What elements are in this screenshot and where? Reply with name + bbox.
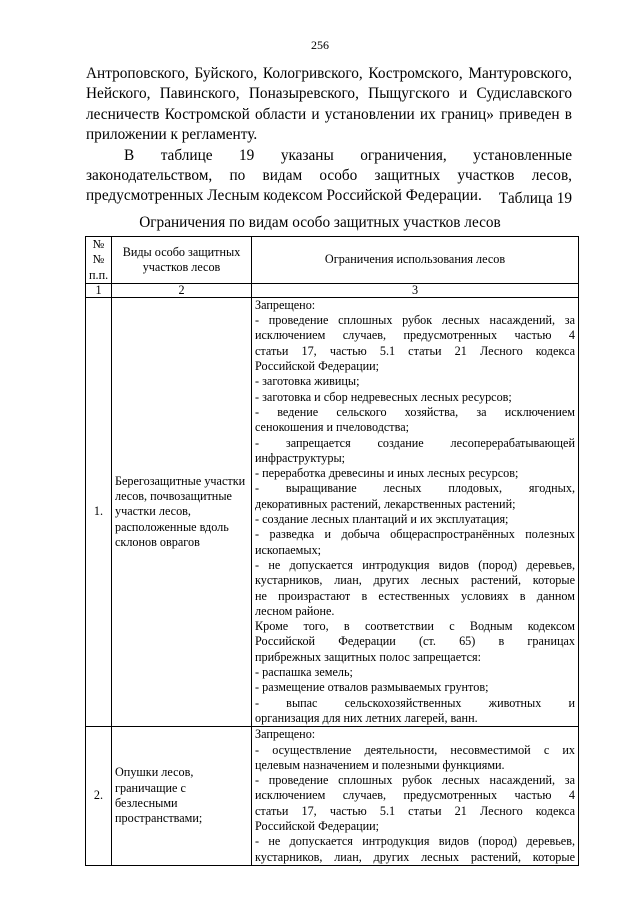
restriction-line: статьи 17, частью 5.1 статьи 21 Лесного кодекса [255, 343, 575, 358]
column-number-row [86, 283, 579, 297]
restriction-line: сенокошения и пчеловодства; [255, 420, 410, 435]
intro-paragraph-2: В таблице 19 указаны ограничения, установленные законодательством, по видам особо защитных участков лесов, предусмотренных Лесным кодексом Российской Федерации. [86, 146, 572, 205]
restriction-line: Российской Федерации; [255, 359, 380, 374]
row-number: 1. [86, 297, 112, 726]
restriction-line: - распашка земель; [255, 665, 353, 680]
restriction-line: Российской Федерации (ст. 65) в границах [255, 634, 575, 649]
intro-text [86, 64, 572, 207]
intro-paragraph-1: Антроповского, Буйского, Кологривского, Костромского, Мантуровского, Нейского, Павинского, Поназыревского, Пыщугского и Судиславского лесничеств Костромской области и установлении их границ» приведен в приложении к регламенту. [86, 65, 572, 144]
zone-type: Опушки лесов, граничащие с безлесными пространствами; [112, 727, 252, 866]
restriction-line: организация для них летних лагерей, ванн. [255, 710, 478, 725]
header-row [86, 237, 579, 284]
header-type: Виды особо защитных участков лесов [112, 237, 252, 284]
restriction-line: исключением случаев, предусмотренных частью 4 [255, 788, 575, 803]
restriction-line: - создание лесных плантаций и их эксплуатация; [255, 512, 509, 527]
restriction-line: - ведение сельского хозяйства, за исключением [255, 404, 575, 419]
restriction-line: Кроме того, в соответствии с Водным кодексом [255, 619, 575, 634]
table-label: Таблица 19 [498, 190, 572, 207]
restriction-line: - размещение отвалов размываемых грунтов; [255, 680, 489, 695]
table-row [86, 297, 579, 726]
restriction-line: декоративных растений, лекарственных растений; [255, 496, 516, 511]
restriction-line: ископаемых; [255, 542, 322, 557]
restriction-line: кустарников, лиан, других лесных растений, которые [255, 849, 575, 864]
zone-type: Берегозащитные участки лесов, почвозащитные участки лесов, расположенные вдоль склонов оврагов [112, 297, 252, 726]
table-title: Ограничения по видам особо защитных участков лесов [139, 214, 501, 231]
restrictions-cell [252, 297, 579, 726]
column-number: 2 [112, 283, 252, 297]
restriction-line: - переработка древесины и иных лесных ресурсов; [255, 466, 519, 481]
column-number: 3 [252, 283, 579, 297]
table-row [86, 727, 579, 866]
restriction-line: статьи 17, частью 5.1 статьи 21 Лесного кодекса [255, 803, 575, 818]
restriction-line: прибрежных защитных полос запрещается: [255, 649, 481, 664]
restriction-line: - проведение сплошных рубок лесных насаждений, за [255, 773, 575, 788]
restrictions-table [85, 236, 579, 866]
restriction-line: - выпас сельскохозяйственных животных и [255, 695, 575, 710]
restrictions-cell [252, 727, 579, 866]
header-restrictions: Ограничения использования лесов [252, 237, 579, 284]
restriction-line: - не допускается интродукция видов (пород) деревьев, [255, 834, 575, 849]
restriction-line: целевым назначением и полезными функциями. [255, 757, 505, 772]
restriction-line: - не допускается интродукция видов (пород) деревьев, [255, 557, 575, 572]
restriction-line: Российской Федерации; [255, 818, 380, 833]
restriction-line: - заготовка живицы; [255, 374, 360, 389]
page-number: 256 [311, 38, 329, 52]
restriction-line: - проведение сплошных рубок лесных насаждений, за [255, 313, 575, 328]
restriction-line: инфраструктуры; [255, 450, 346, 465]
restriction-line: кустарников, лиан, других лесных растений, которые [255, 573, 575, 588]
restriction-line: Запрещено: [255, 727, 316, 742]
restriction-line: не произрастают в естественных условиях в данном [255, 588, 575, 603]
restriction-line: Запрещено: [255, 297, 316, 312]
restriction-line: - заготовка и сбор недревесных лесных ресурсов; [255, 389, 512, 404]
restriction-line: - запрещается создание лесоперерабатывающей [255, 435, 575, 450]
restriction-line: лесном районе. [255, 603, 335, 618]
restriction-line: исключением случаев, предусмотренных частью 4 [255, 328, 575, 343]
header-number: №№ п.п. [86, 237, 112, 284]
row-number: 2. [86, 727, 112, 866]
restriction-line: - выращивание лесных плодовых, ягодных, [255, 481, 575, 496]
restriction-line: - осуществление деятельности, несовместимой с их [255, 742, 575, 757]
restriction-line: - разведка и добыча общераспространённых полезных [255, 527, 575, 542]
column-number: 1 [86, 283, 112, 297]
